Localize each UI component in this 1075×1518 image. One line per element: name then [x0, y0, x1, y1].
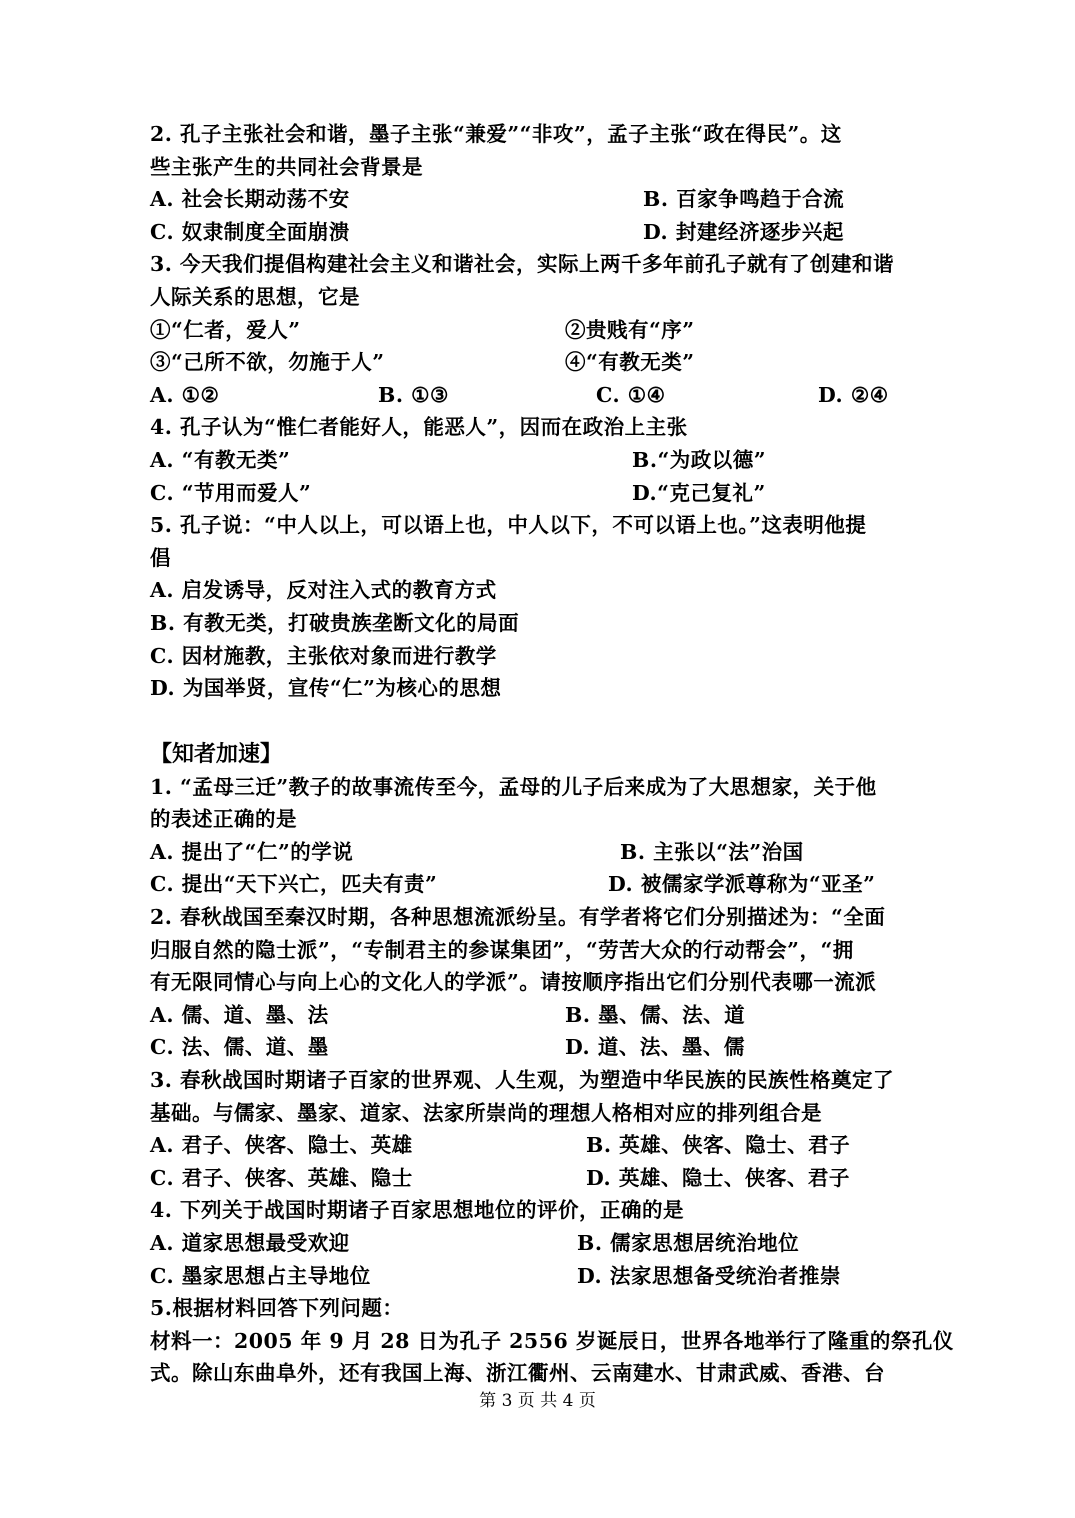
- option-a: A. 君子、侠客、隐士、英雄: [150, 1133, 413, 1158]
- question-stem: 5. 孔子说：“中人以上，可以语上也，中人以下，不可以语上也。”这表明他提: [150, 513, 867, 538]
- items-row: [150, 346, 940, 379]
- item-2: ②贵贱有“序”: [565, 317, 695, 342]
- option-c: C. “节用而爱人”: [150, 480, 312, 505]
- option-a: A. 儒、道、墨、法: [150, 1002, 329, 1027]
- option-b: B. 有教无类，打破贵族垄断文化的局面: [150, 610, 520, 635]
- section-question-4: [150, 1194, 940, 1292]
- question-stem: 基础。与儒家、墨家、道家、法家所崇尚的理想人格相对应的排列组合是: [150, 1100, 822, 1125]
- option-d: D. 道、法、墨、儒: [565, 1035, 745, 1060]
- option-a: A. 道家思想最受欢迎: [150, 1231, 350, 1255]
- options-row: [150, 999, 940, 1032]
- question-stem: 4. 下列关于战国时期诸子百家思想地位的评价，正确的是: [150, 1198, 685, 1223]
- question-3: [150, 248, 940, 411]
- option-d: D. 被儒家学派尊称为“亚圣”: [608, 872, 876, 897]
- option-b: B. ①③: [378, 382, 449, 407]
- option-b: B. 百家争鸣趋于合流: [643, 187, 845, 212]
- spacer: [150, 705, 940, 737]
- options-row: [150, 444, 940, 477]
- options-row: [150, 868, 940, 901]
- items-row: [150, 314, 940, 347]
- section-question-5: [150, 1292, 954, 1390]
- option-d: D.“克己复礼”: [632, 480, 766, 505]
- options-row: [150, 836, 940, 869]
- option-c: C. 提出“天下兴亡，匹夫有责”: [150, 872, 438, 897]
- question-stem: 4. 孔子认为“惟仁者能好人，能恶人”，因而在政治上主张: [150, 415, 688, 440]
- question-stem: 3. 今天我们提倡构建社会主义和谐社会，实际上两千多年前孔子就有了创建和谐: [150, 252, 895, 277]
- option-a: A. 社会长期动荡不安: [150, 187, 350, 212]
- question-stem: 些主张产生的共同社会背景是: [150, 154, 423, 179]
- option-a: A. ①②: [150, 382, 220, 407]
- option-b: B.“为政以德”: [632, 447, 767, 472]
- question-4: [150, 411, 940, 509]
- option-a: A. “有教无类”: [150, 447, 291, 472]
- question-stem: 人际关系的思想，它是: [150, 284, 360, 309]
- question-stem: 的表述正确的是: [150, 807, 297, 832]
- option-b: B. 主张以“法”治国: [620, 839, 804, 864]
- option-c: C. ①④: [596, 382, 666, 407]
- option-b: B. 墨、儒、法、道: [565, 1002, 746, 1027]
- options-row: [150, 183, 940, 216]
- material-text: 式。除山东曲阜外，还有我国上海、浙江衢州、云南建水、甘肃武威、香港、台: [150, 1361, 885, 1386]
- question-stem: 有无限同情心与向上心的文化人的学派”。请按顺序指出它们分别代表哪一流派: [150, 970, 877, 995]
- option-c: C. 墨家思想占主导地位: [150, 1263, 371, 1288]
- options-row: [150, 1129, 940, 1162]
- option-d: D. 法家思想备受统治者推崇: [577, 1263, 841, 1288]
- options-row: [150, 1162, 940, 1195]
- question-stem: 倡: [150, 545, 171, 570]
- section-question-1: [150, 771, 940, 901]
- question-stem: 1. “孟母三迁”教子的故事流传至今，孟母的儿子后来成为了大思想家，关于他: [150, 774, 877, 799]
- item-3: ③“己所不欲，勿施于人”: [150, 350, 385, 375]
- question-stem: 3. 春秋战国时期诸子百家的世界观、人生观，为塑造中华民族的民族性格奠定了: [150, 1068, 895, 1093]
- option-d: D. ②④: [818, 382, 889, 407]
- options-row: [150, 1227, 940, 1260]
- page-footer: 第 3 页 共 4 页: [479, 1391, 596, 1411]
- question-2: [150, 118, 940, 248]
- option-d: D. 为国举贤，宣传“仁”为核心的思想: [150, 676, 502, 701]
- material-text: 材料一：2005 年 9 月 28 日为孔子 2556 岁诞辰日，世界各地举行了隆重的祭孔仪: [150, 1328, 954, 1353]
- section-title: 【知者加速】: [150, 740, 283, 767]
- option-d: D. 英雄、隐士、侠客、君子: [586, 1165, 850, 1190]
- page-content: [150, 118, 954, 1390]
- options-row: [150, 216, 940, 249]
- question-stem: 归服自然的隐士派”，“专制君主的参谋集团”，“劳苦大众的行动帮会”，“拥: [150, 937, 854, 962]
- option-a: A. 启发诱导，反对注入式的教育方式: [150, 578, 497, 603]
- question-stem: 2. 春秋战国至秦汉时期，各种思想流派纷呈。有学者将它们分别描述为：“全面: [150, 905, 886, 930]
- option-c: C. 因材施教，主张依对象而进行教学: [150, 643, 497, 668]
- option-c: C. 奴隶制度全面崩溃: [150, 219, 350, 244]
- question-5: [150, 509, 940, 705]
- question-stem: 2. 孔子主张社会和谐，墨子主张“兼爱”“非攻”，孟子主张“政在得民”。这: [150, 122, 842, 146]
- option-c: C. 法、儒、道、墨: [150, 1035, 329, 1060]
- item-4: ④“有教无类”: [565, 350, 695, 375]
- option-b: B. 儒家思想居统治地位: [577, 1231, 800, 1255]
- options-row: [150, 477, 940, 510]
- question-stem: 5.根据材料回答下列问题：: [150, 1296, 404, 1321]
- item-1: ①“仁者，爱人”: [150, 317, 301, 342]
- options-row: [150, 379, 940, 412]
- option-d: D. 封建经济逐步兴起: [643, 219, 844, 244]
- options-row: [150, 1031, 940, 1064]
- options-row: [150, 1260, 940, 1293]
- section-question-2: [150, 901, 940, 1064]
- option-b: B. 英雄、侠客、隐士、君子: [586, 1133, 851, 1158]
- option-c: C. 君子、侠客、英雄、隐士: [150, 1165, 413, 1190]
- option-a: A. 提出了“仁”的学说: [150, 839, 354, 864]
- section-question-3: [150, 1064, 940, 1194]
